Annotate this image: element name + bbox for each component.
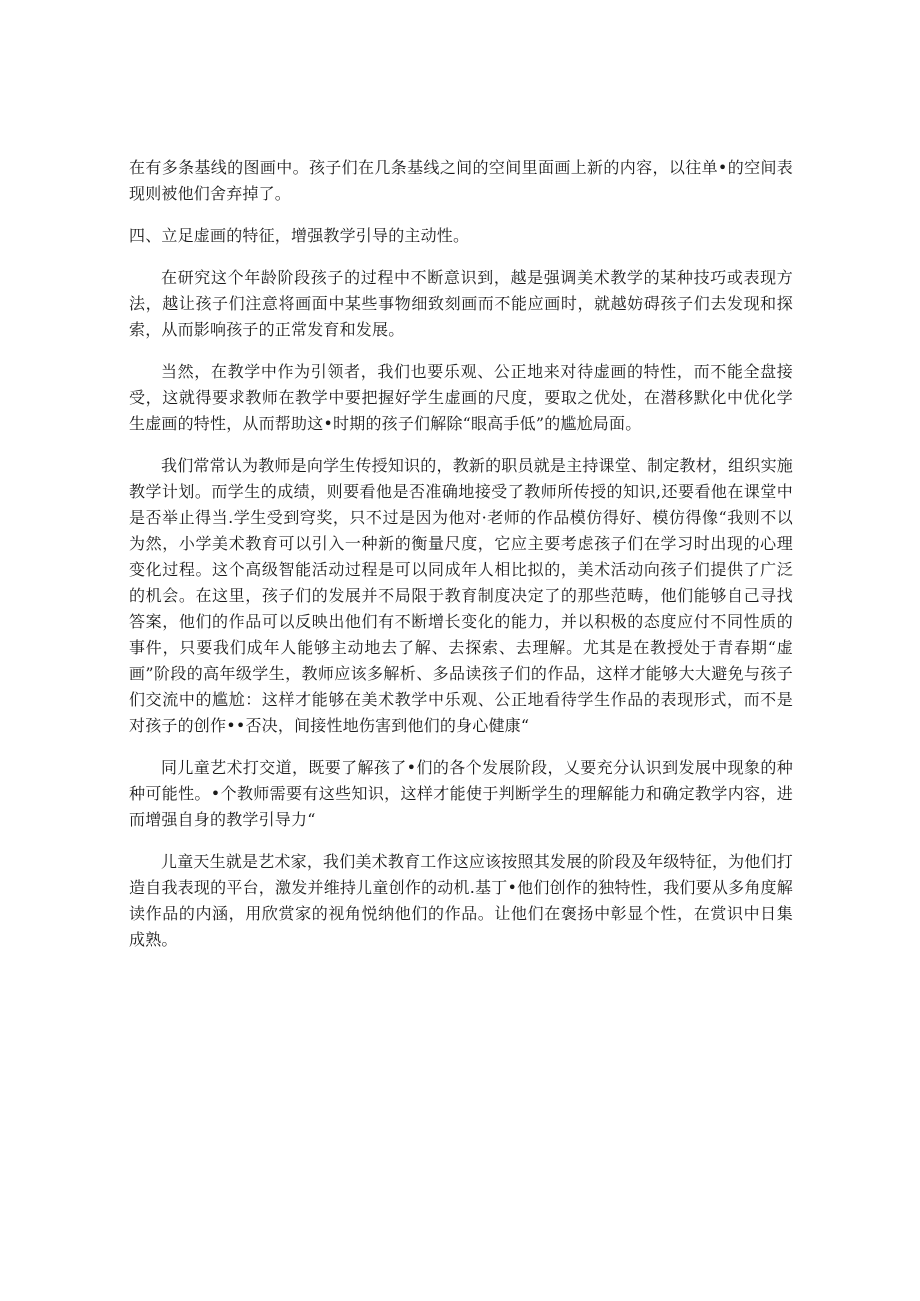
- document-body: [129, 155, 793, 969]
- section-heading: 四、立足虚画的特征，增强教学引导的主动性。: [129, 226, 470, 245]
- paragraph-continued: 在有多条基线的图画中。孩子们在几条基线之间的空间里面画上新的内容，以往单•的空间表现则被他们舍弃掉了。: [129, 158, 793, 203]
- paragraph: 儿童天生就是艺术家，我们美术教育工作这应该按照其发展的阶段及年级特征，为他们打造自我表现的平台，激发并维持儿童创作的动机.基丁•他们创作的独特性，我们要从多角度解读作品的内涵，用欣赏家的视角悦纳他们的作品。让他们在褒扬中彰显个性，在赏识中日集成熟。: [129, 852, 793, 949]
- paragraph: 在研究这个年龄阶段孩子的过程中不断意识到，越是强调美术教学的某种技巧或表现方法，越让孩子们注意将画面中某些事物细致刻画而不能应画时，就越妨碍孩子们去发现和探索，从而影响孩子的正常发育和发展。: [129, 268, 793, 339]
- paragraph: 当然，在教学中作为引领者，我们也要乐观、公正地来对待虚画的特性，而不能全盘接受，这就得要求教师在教学中要把握好学生虚画的尺度，要取之优处，在潜移默化中优化学生虚画的特性，从而帮助这•时期的孩子们解除“眼高手低”的尴尬局面。: [129, 362, 793, 433]
- paragraph: 同儿童艺术打交道，既要了解孩了•们的各个发展阶段，乂要充分认识到发展中现象的种种可能性。•个教师需要有这些知识，这样才能使于判断学生的理解能力和确定教学内容，进而增强自身的教学引导力“: [129, 758, 793, 829]
- paragraph: 我们常常认为教师是向学生传授知识的，教新的职员就是主持课堂、制定教材，组织实施教学计划。而学生的成绩，则要看他是否准确地接受了教师所传授的知识,还要看他在课堂中是否举止得当.学生受到穹奖，只不过是因为他对·老师的作品模仿得好、模仿得像“我则不以为然，小学美术教育可以引入一种新的衡量尺度，它应主要考虑孩子们在学习时出现的心理变化过程。这个高级智能活动过程是可以同成年人相比拟的，美术活动向孩子们提供了广泛的机会。在这里，孩子们的发展并不局限于教育制度决定了的那些范畴，他们能够自己寻找答案，他们的作品可以反映出他们有不断增长变化的能力，并以积极的态度应付不同性质的事件，只要我们成年人能够主动地去了解、去探索、去理解。尤其是在教授处于青春期“虚画”阶段的高年级学生，教师应该多解析、多品读孩子们的作品，这样才能够大大避免与孩子们交流中的尴尬：这样才能够在美术教学中乐观、公正地看待学生作品的表现形式，而不是对孩子的创作••否决，间接性地伤害到他们的身心健康“: [129, 456, 793, 735]
